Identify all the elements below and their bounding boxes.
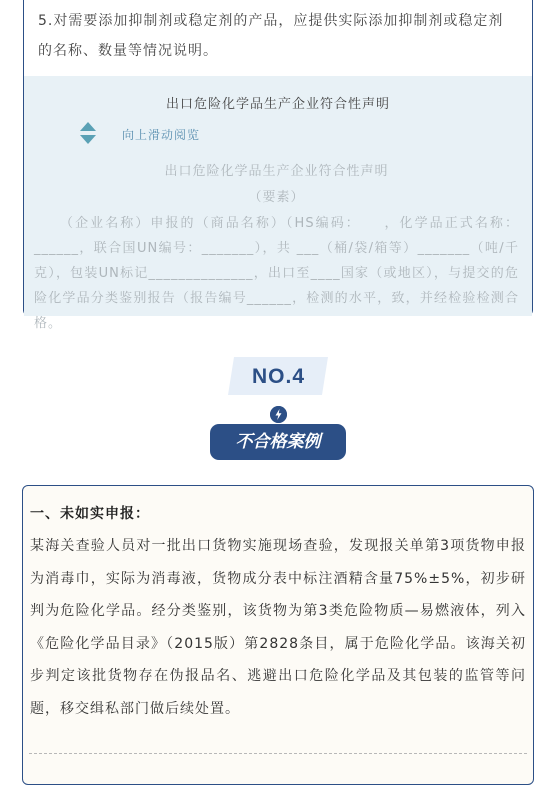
declaration-scroll-box[interactable] <box>24 76 532 331</box>
scroll-hint <box>80 122 200 146</box>
scroll-hint-label: 向上滑动阅览 <box>122 127 201 142</box>
case-card <box>22 485 534 785</box>
up-down-arrows-icon <box>80 122 96 146</box>
doc-title: 出口危险化学品生产企业符合性声明 <box>164 164 389 179</box>
divider <box>29 753 527 754</box>
section-badge: 不合格案例 <box>210 424 346 460</box>
section-number: NO.4 <box>251 365 305 388</box>
section-header <box>0 355 557 465</box>
doc-body: （企业名称）申报的（商品名称）（HS编码： ，化学品正式名称：______，联合国UN编号：_______），共 ___（桶/袋/箱等）_______（吨/千克），包装UN标记______________，出口至____国家（或地区），与提交的危险化学品分类鉴别报告（报告编号______，检测的水平，致，并经检验检测合格。 <box>34 216 519 331</box>
case-heading: 一、未如实申报： <box>30 506 150 522</box>
lightning-icon <box>270 406 287 423</box>
requirements-card <box>23 0 533 331</box>
doc-subtitle: （要素） <box>248 190 305 205</box>
case-body: 某海关查验人员对一批出口货物实施现场查验，发现报关单第3项货物申报为消毒巾，实际为消毒液，货物成分表中标注酒精含量75%±5%，初步研判为危险化学品。经分类鉴别，该货物为第3类危险物质—易燃液体，列入《危险化学品目录》（2015版）第2828条目，属于危险化学品。该海关初步判定该批货物存在伪报品名、逃避出口危险化学品及其包装的监管等问题，移交缉私部门做后续处置。 <box>30 538 526 717</box>
declaration-document <box>34 161 519 336</box>
requirement-item-5: 5.对需要添加抑制剂或稳定剂的产品，应提供实际添加抑制剂或稳定剂的名称、数量等情况说明。 <box>24 0 532 78</box>
declaration-title: 出口危险化学品生产企业符合性声明 <box>165 97 390 112</box>
